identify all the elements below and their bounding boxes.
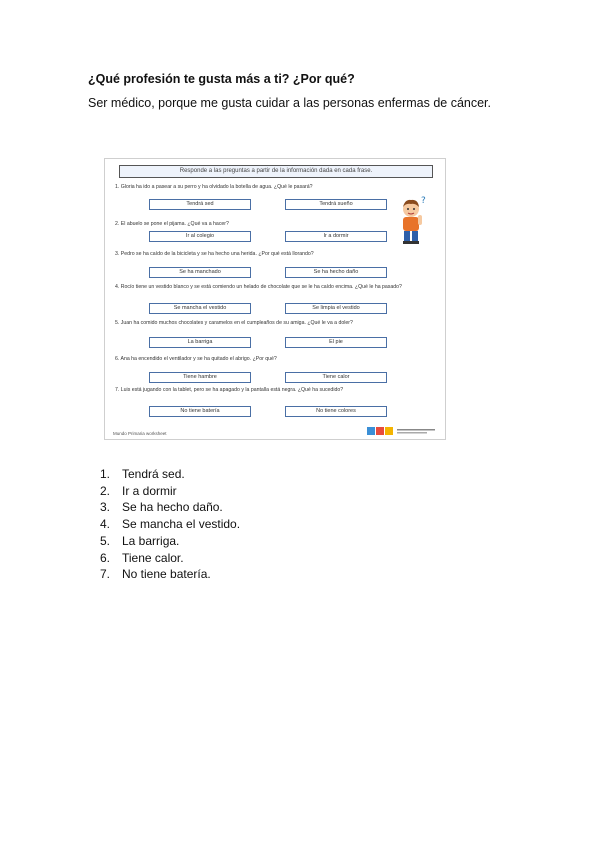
worksheet-question: 2. El abuelo se pone el pijama. ¿Qué va a hacer?	[115, 221, 229, 227]
worksheet-option: Se ha manchado	[149, 267, 251, 278]
answers-list	[100, 466, 240, 583]
worksheet-question: 6. Ana ha encendido el ventilador y se ha quitado el abrigo. ¿Por qué?	[115, 356, 277, 362]
list-item: 2. Ir a dormir	[100, 483, 177, 498]
worksheet-title: Responde a las preguntas a partir de la información dada en cada frase.	[119, 165, 433, 178]
answer-paragraph: Ser médico, porque me gusta cuidar a las personas enfermas de cáncer.	[88, 96, 491, 110]
worksheet-option: Tiene hambre	[149, 372, 251, 383]
worksheet-option: Se mancha el vestido	[149, 303, 251, 314]
worksheet-question: 4. Rocío tiene un vestido blanco y se está comiendo un helado de chocolate que se le ha caído encima. ¿Qué le ha pasado?	[115, 284, 402, 290]
worksheet-question: 1. Gloria ha ido a pasear a su perro y ha olvidado la botella de agua. ¿Qué le pasará?	[115, 184, 313, 190]
worksheet-image	[104, 158, 446, 440]
worksheet-option: Tendrá sueño	[285, 199, 387, 210]
worksheet-option: No tiene batería	[149, 406, 251, 417]
worksheet-option: Se limpia el vestido	[285, 303, 387, 314]
worksheet-question: 7. Luis está jugando con la tablet, pero se ha apagado y la pantalla está negra. ¿Qué ha sucedido?	[115, 387, 344, 393]
worksheet-option: Se ha hecho daño	[285, 267, 387, 278]
worksheet-option: Ir a dormir	[285, 231, 387, 242]
worksheet-question: 5. Juan ha comido muchos chocolates y caramelos en el cumpleaños de su amiga. ¿Qué le va a doler?	[115, 320, 353, 326]
list-item: 3. Se ha hecho daño.	[100, 500, 223, 515]
worksheet-logo	[367, 426, 437, 436]
list-item: 7. No tiene batería.	[100, 567, 211, 582]
list-item: 5. La barriga.	[100, 533, 180, 548]
question-heading: ¿Qué profesión te gusta más a ti? ¿Por qué?	[88, 72, 355, 86]
worksheet-option: Tendrá sed	[149, 199, 251, 210]
worksheet-option: El pie	[285, 337, 387, 348]
worksheet-option: No tiene colores	[285, 406, 387, 417]
worksheet-footer: Mundo Primaria worksheet	[113, 431, 167, 436]
worksheet-option: La barriga	[149, 337, 251, 348]
list-item: 6. Tiene calor.	[100, 550, 184, 565]
question-mark-icon: ?	[421, 196, 426, 206]
worksheet-option: Tiene calor	[285, 372, 387, 383]
worksheet-option: Ir al colegio	[149, 231, 251, 242]
thinking-boy-illustration	[397, 195, 431, 245]
worksheet-question: 3. Pedro se ha caído de la bicicleta y se ha hecho una herida. ¿Por qué está llorando?	[115, 251, 314, 257]
list-item: 1. Tendrá sed.	[100, 467, 185, 481]
list-item: 4. Se mancha el vestido.	[100, 517, 241, 532]
